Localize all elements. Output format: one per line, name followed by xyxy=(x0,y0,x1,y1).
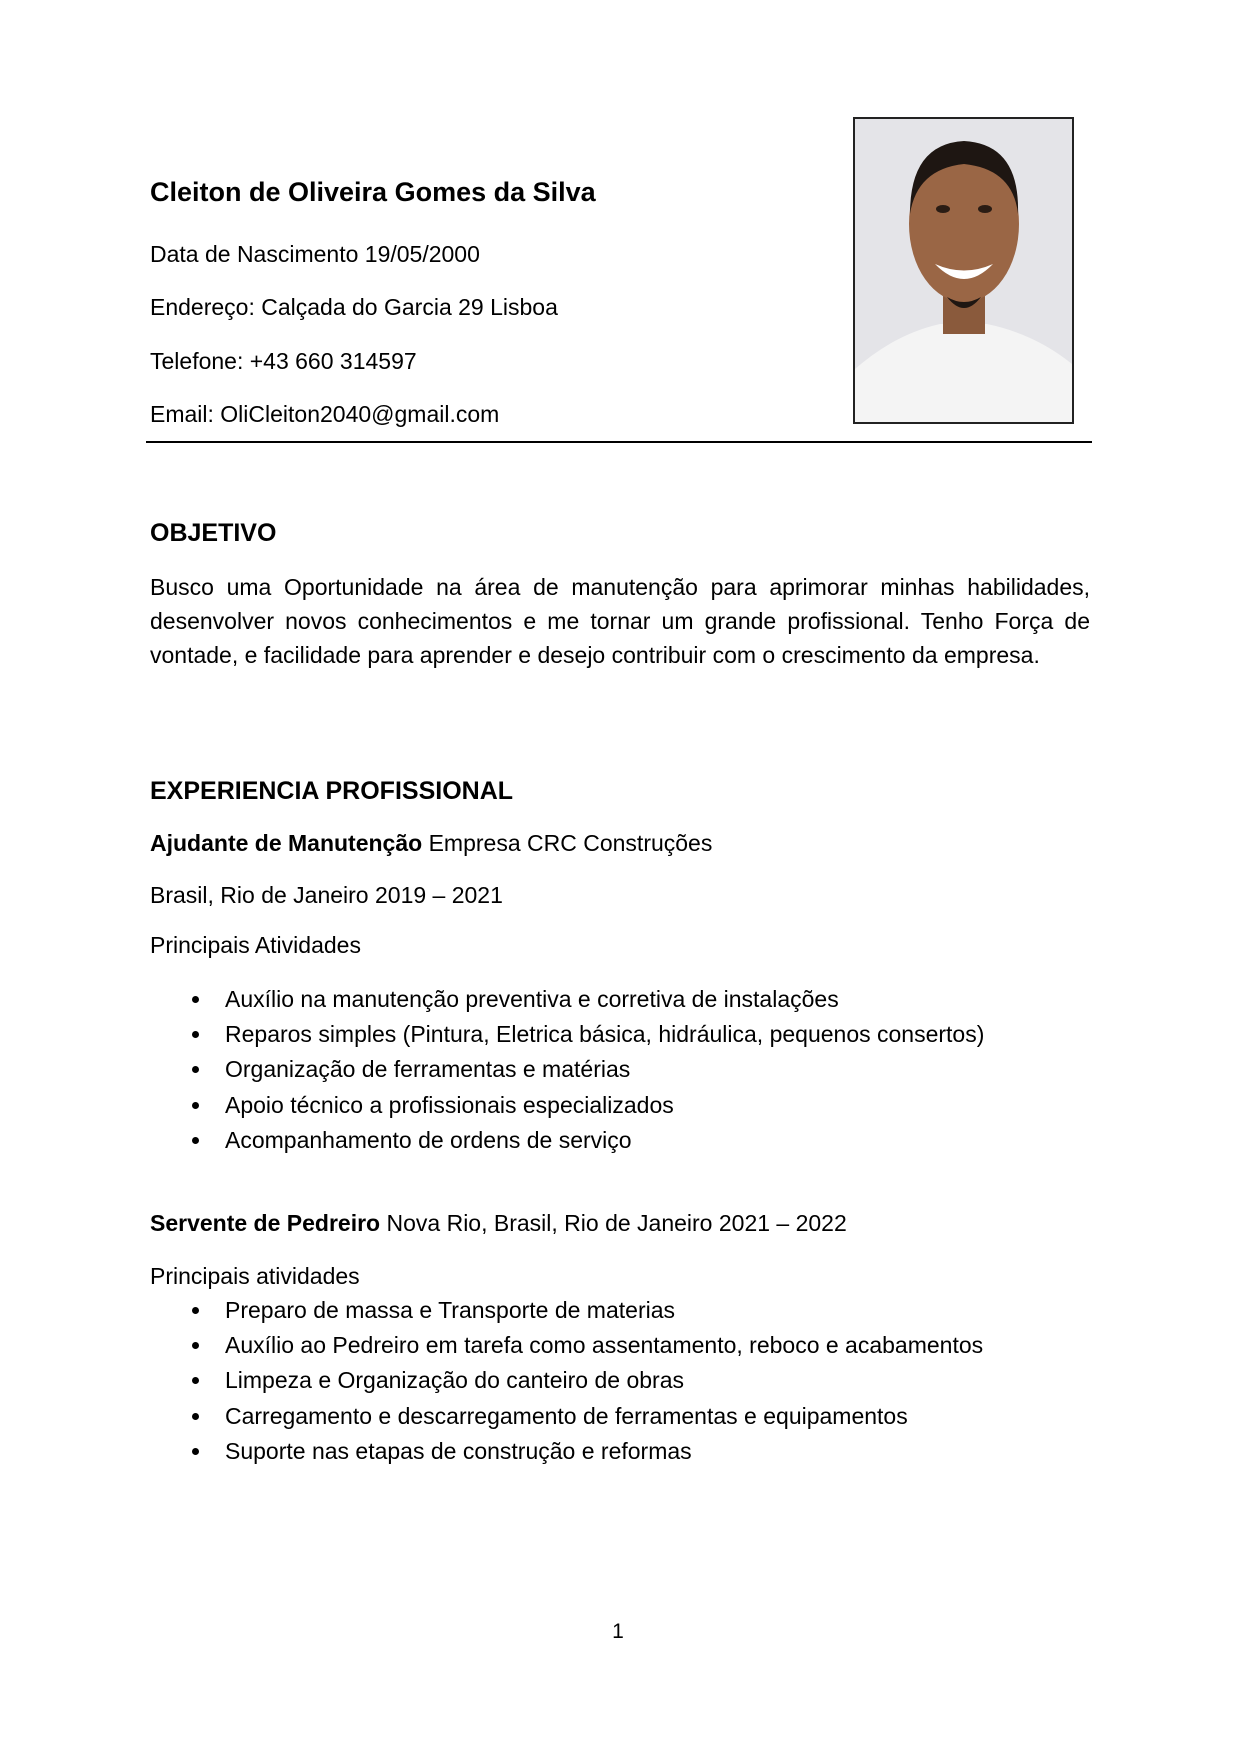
list-item: Auxílio ao Pedreiro em tarefa como assentamento, reboco e acabamentos xyxy=(150,1328,983,1363)
list-item: Limpeza e Organização do canteiro de obras xyxy=(150,1363,983,1398)
activities-list xyxy=(150,982,984,1158)
activities-list xyxy=(150,1293,983,1469)
list-item: Carregamento e descarregamento de ferramentas e equipamentos xyxy=(150,1399,983,1434)
job-details: Empresa CRC Construções xyxy=(422,830,713,856)
job-location: Brasil, Rio de Janeiro 2019 – 2021 xyxy=(150,882,503,908)
list-item: Reparos simples (Pintura, Eletrica básica, hidráulica, pequenos consertos) xyxy=(150,1017,984,1052)
list-item: Organização de ferramentas e matérias xyxy=(150,1052,984,1087)
birth-date: Data de Nascimento 19/05/2000 xyxy=(150,241,480,267)
list-item: Apoio técnico a profissionais especializados xyxy=(150,1088,984,1123)
list-item: Suporte nas etapas de construção e reformas xyxy=(150,1434,983,1469)
job-role: Ajudante de Manutenção xyxy=(150,830,423,856)
job-title-line xyxy=(150,829,712,857)
job-title-line xyxy=(150,1209,847,1237)
activities-label: Principais atividades xyxy=(150,1263,360,1289)
job-details: Nova Rio, Brasil, Rio de Janeiro 2021 – 2022 xyxy=(380,1210,847,1236)
experience-heading: EXPERIENCIA PROFISSIONAL xyxy=(150,777,514,805)
list-item: Auxílio na manutenção preventiva e corretiva de instalações xyxy=(150,982,984,1017)
profile-photo xyxy=(853,117,1074,424)
page-number: 1 xyxy=(612,1620,624,1643)
address: Endereço: Calçada do Garcia 29 Lisboa xyxy=(150,294,558,320)
email: Email: OliCleiton2040@gmail.com xyxy=(150,401,500,427)
objective-text: Busco uma Oportunidade na área de manutenção para aprimorar minhas habilidades, desenvolver novos conhecimentos e me tornar um grande profissional. Tenho Força de vontade, e facilidade para aprender e desejo contribuir com o crescimento da empresa. xyxy=(150,574,1090,668)
job-role: Servente de Pedreiro xyxy=(150,1210,381,1236)
phone: Telefone: +43 660 314597 xyxy=(150,348,417,374)
header-divider xyxy=(146,441,1092,443)
list-item: Preparo de massa e Transporte de materias xyxy=(150,1293,983,1328)
candidate-name: Cleiton de Oliveira Gomes da Silva xyxy=(150,177,596,207)
objective-heading: OBJETIVO xyxy=(150,519,277,547)
list-item: Acompanhamento de ordens de serviço xyxy=(150,1123,984,1158)
activities-label: Principais Atividades xyxy=(150,932,361,958)
